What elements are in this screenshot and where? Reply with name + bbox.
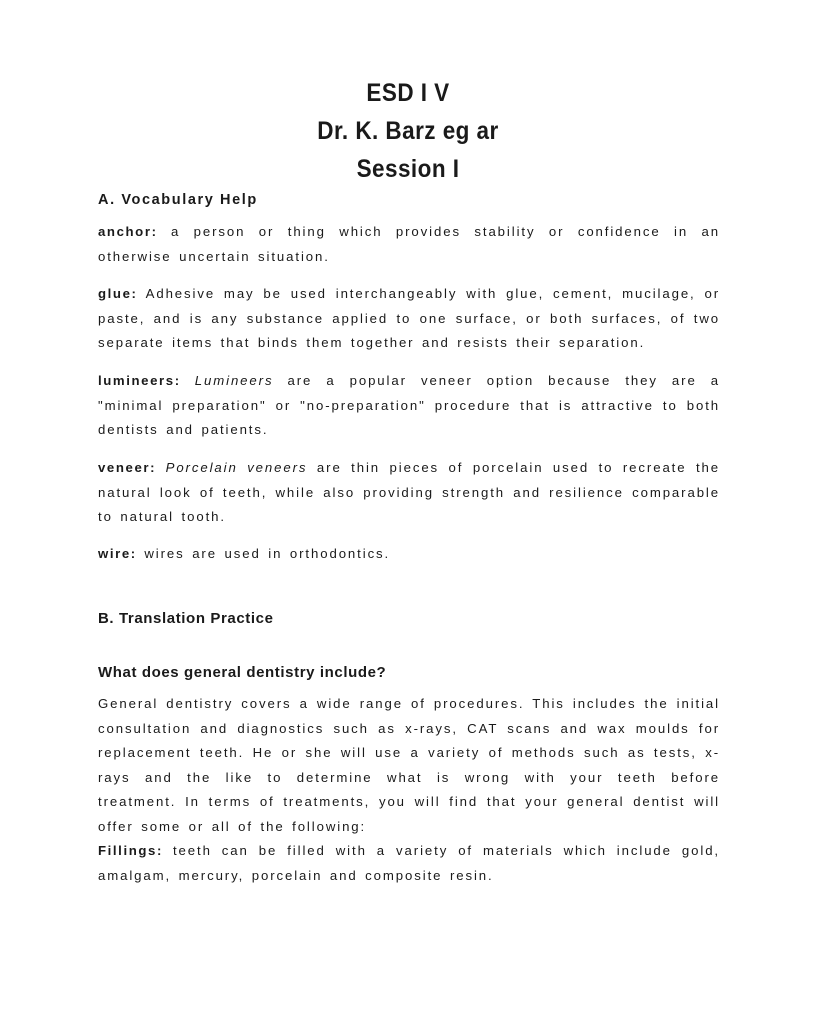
vocab-entry-wire <box>98 542 720 567</box>
vocab-definition: a person or thing which provides stability or confidence in an otherwise uncertain situation. <box>98 224 720 264</box>
vocab-term: glue: <box>98 286 138 301</box>
vocab-term: wire: <box>98 546 137 561</box>
fillings-term: Fillings: <box>98 843 163 858</box>
instructor-name: Dr. K. Barz eg ar <box>317 117 499 145</box>
vocab-definition: are a popular veneer option because they are a "minimal preparation" or "no-preparation" procedure that is attractive to both dentists and patients. <box>98 373 720 437</box>
vocab-definition: Adhesive may be used interchangeably with glue, cement, mucilage, or paste, and is any substance applied to one surface, or both surfaces, of two separate items that binds them together and resists their separation. <box>98 286 720 350</box>
translation-body: General dentistry covers a wide range of procedures. This includes the initial consultation and diagnostics such as x-rays, CAT scans and wax moulds for replacement teeth. He or she will use a variety of methods such as tests, x-rays and the like to determine what is wrong with your teeth before treatment. In terms of treatments, you will find that your general dentist will offer some or all of the following: <box>98 696 720 834</box>
document-header <box>0 74 816 188</box>
vocab-entry-anchor <box>98 220 720 269</box>
course-title: ESD I V <box>366 79 450 107</box>
session-title: Session I <box>356 155 460 183</box>
vocab-entry-lumineers <box>98 369 720 443</box>
section-b-heading: B. Translation Practice <box>98 610 274 627</box>
translation-subheading: What does general dentistry include? <box>98 664 387 681</box>
section-translation <box>98 610 720 627</box>
vocab-term: anchor: <box>98 224 158 239</box>
vocab-entry-glue <box>98 282 720 356</box>
vocab-term: lumineers: <box>98 373 181 388</box>
vocab-example: Porcelain veneers <box>165 460 308 475</box>
vocab-example: Lumineers <box>194 373 274 388</box>
translation-body-block <box>98 692 720 888</box>
fillings-text: teeth can be filled with a variety of materials which include gold, amalgam, mercury, porcelain and composite resin. <box>98 843 720 883</box>
vocab-definition: are thin pieces of porcelain used to recreate the natural look of teeth, while also providing strength and resilience comparable to natural tooth. <box>98 460 720 524</box>
vocab-entry-veneer <box>98 456 720 530</box>
translation-subheading-block <box>98 664 720 681</box>
section-a-heading: A. Vocabulary Help <box>98 192 258 208</box>
vocab-definition: wires are used in orthodontics. <box>144 546 391 561</box>
vocab-term: veneer: <box>98 460 157 475</box>
section-vocabulary <box>98 192 720 208</box>
